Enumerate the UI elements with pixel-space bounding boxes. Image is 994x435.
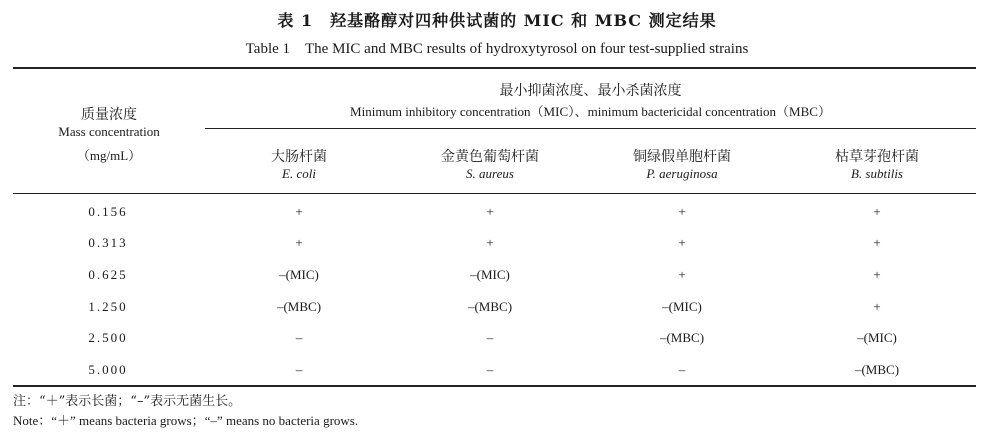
note-cn: 注：“＋”表示长菌；“–”表示无菌生长。 (13, 394, 242, 409)
strain-header (587, 146, 777, 182)
result-cell: –(MBC) (659, 330, 705, 345)
strain-name-en: P. aeruginosa (646, 166, 718, 181)
result-cell: + (486, 204, 494, 219)
result-cell: –(MIC) (662, 299, 702, 314)
result-cell: – (678, 362, 686, 377)
strain-name-en: E. coli (282, 166, 316, 181)
concentration-header-unit: （mg/mL） (76, 148, 142, 163)
subheader-rule (205, 128, 976, 129)
result-cell: – (295, 330, 303, 345)
strain-name-en: B. subtilis (850, 166, 903, 181)
result-cell: + (678, 204, 686, 219)
result-cell: –(MIC) (857, 330, 897, 345)
table-title-en: Table 1 The MIC and MBC results of hydroxytyrosol on four test-supplied strains (245, 41, 749, 57)
result-cell: –(MIC) (470, 267, 510, 282)
result-cell: – (486, 362, 494, 377)
concentration-cell: 0.156 (88, 204, 128, 219)
result-cell: + (295, 204, 303, 219)
note-en: Note：“＋” means bacteria grows；“–” means no bacteria grows. (13, 413, 359, 428)
table-title-cn: 表 1 羟基酪醇对四种供试菌的 MIC 和 MBC 测定结果 (277, 11, 717, 30)
result-cell: + (873, 267, 881, 282)
result-cell: –(MBC) (276, 299, 322, 314)
result-cell: + (873, 235, 881, 250)
strain-header (782, 146, 972, 182)
result-cell: – (486, 330, 494, 345)
result-cell: + (678, 235, 686, 250)
concentration-cell: 0.313 (88, 235, 128, 250)
result-cell: –(MBC) (467, 299, 513, 314)
top-rule (13, 67, 976, 69)
spanning-header-cn: 最小抑菌浓度、最小杀菌浓度 (499, 83, 682, 99)
result-cell: – (295, 362, 303, 377)
strain-name-cn: 铜绿假单胞杆菌 (633, 149, 731, 165)
result-cell: –(MIC) (279, 267, 319, 282)
result-cell: + (486, 235, 494, 250)
strain-name-cn: 枯草芽孢杆菌 (835, 149, 919, 165)
bottom-rule (13, 385, 976, 387)
concentration-cell: 0.625 (88, 267, 128, 282)
result-cell: –(MBC) (854, 362, 900, 377)
strain-header (204, 146, 394, 182)
header-rule (13, 193, 976, 194)
concentration-cell: 1.250 (88, 299, 128, 314)
result-cell: + (678, 267, 686, 282)
strain-name-en: S. aureus (466, 166, 514, 181)
concentration-header-en: Mass concentration (58, 124, 160, 139)
concentration-cell: 5.000 (88, 362, 128, 377)
result-cell: + (873, 299, 881, 314)
strain-name-cn: 金黄色葡萄杆菌 (441, 149, 539, 165)
concentration-header-cn: 质量浓度 (81, 107, 137, 123)
strain-header (395, 146, 585, 182)
result-cell: + (295, 235, 303, 250)
spanning-header-en: Minimum inhibitory concentration（MIC）、minimum bactericidal concentration（MBC） (350, 104, 831, 119)
result-cell: + (873, 204, 881, 219)
strain-name-cn: 大肠杆菌 (271, 149, 327, 165)
concentration-cell: 2.500 (88, 330, 128, 345)
